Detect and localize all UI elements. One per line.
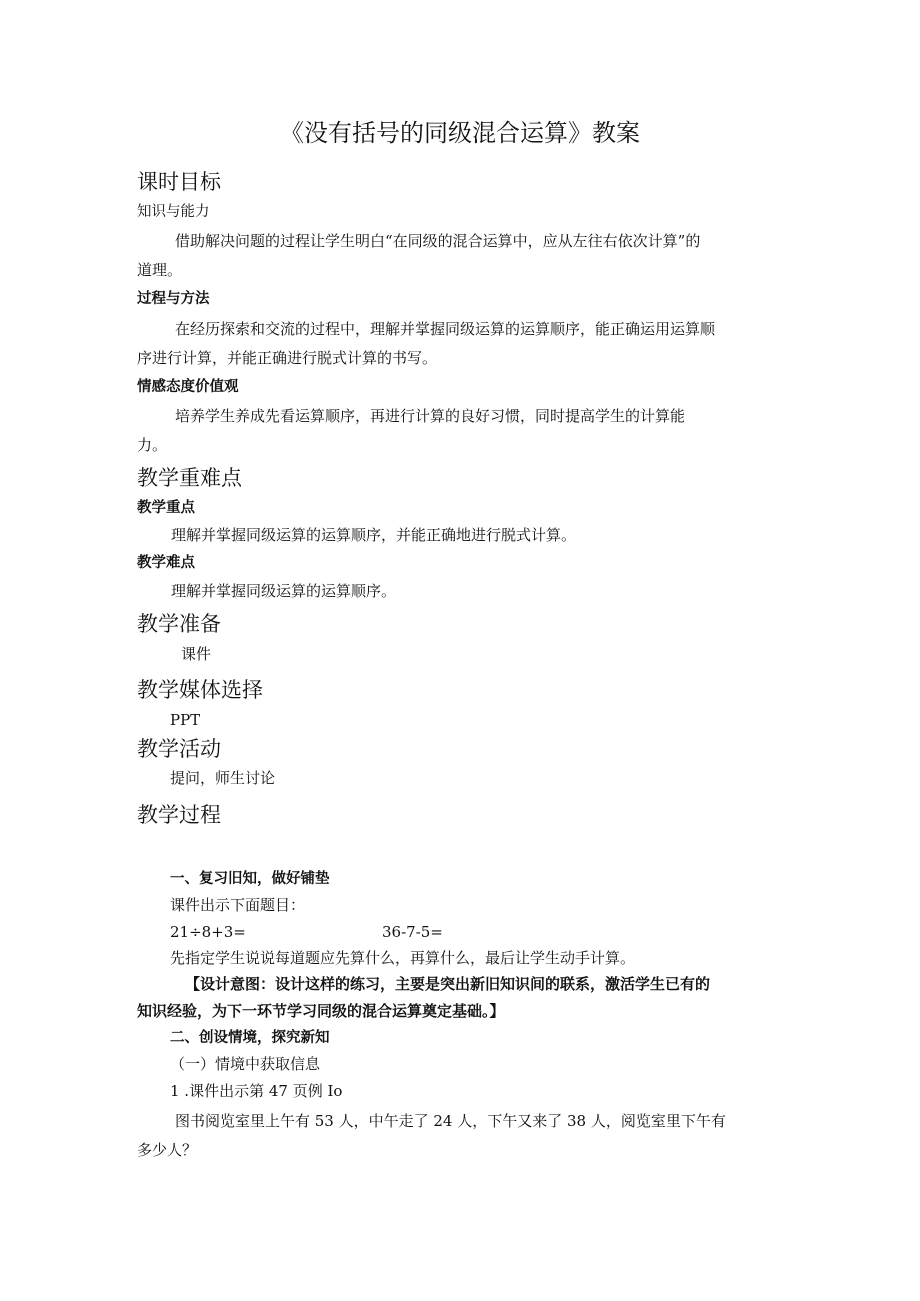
- document-title: 《没有括号的同级混合运算》教案: [280, 119, 640, 147]
- paragraph-activities: 提问，师生讨论: [170, 769, 276, 787]
- paragraph-instruction: 先指定学生说说每道题应先算什么，再算什么，最后让学生动手计算。: [170, 949, 636, 967]
- paragraph-attitude-line2: 力。: [137, 436, 168, 454]
- subheading-attitude: 情感态度价值观: [137, 379, 239, 395]
- subheading-key-point: 教学重点: [137, 500, 195, 516]
- heading-media: 教学媒体选择: [137, 678, 263, 702]
- design-intent-line2: 知识经验，为下一环节学习同级的混合运算奠定基础。】: [137, 1002, 505, 1020]
- expression-2: 36-7-5=: [382, 923, 443, 941]
- subheading-knowledge: 知识与能力: [137, 204, 210, 220]
- heading-lesson-goals: 课时目标: [137, 170, 221, 194]
- heading-preparation: 教学准备: [137, 612, 221, 636]
- problem-line2: 多少人？: [137, 1141, 198, 1159]
- subheading-process: 过程与方法: [137, 291, 210, 307]
- design-intent-line1: 【设计意图：设计这样的练习，主要是突出新旧知识间的联系，激活学生已有的: [185, 975, 711, 993]
- paragraph-process-line1: 在经历探索和交流的过程中，理解并掌握同级运算的运算顺序，能正确运用运算顺: [175, 320, 716, 338]
- problem-line1: 图书阅览室里上午有 53 人，中午走了 24 人，下午又来了 38 人，阅览室里下午有: [175, 1112, 726, 1130]
- heading-key-points: 教学重难点: [137, 466, 242, 490]
- heading-process: 教学过程: [137, 803, 221, 827]
- subheading-review: 一、复习旧知，做好铺垫: [170, 871, 330, 887]
- heading-activities: 教学活动: [137, 737, 221, 761]
- paragraph-knowledge-line2: 道理。: [137, 261, 183, 279]
- paragraph-difficulty: 理解并掌握同级运算的运算顺序。: [171, 582, 397, 600]
- expression-1: 21÷8+3=: [170, 923, 246, 941]
- paragraph-preparation: 课件: [181, 645, 212, 663]
- paragraph-intro: 课件出示下面题目：: [170, 896, 306, 914]
- subheading-difficulty: 教学难点: [137, 555, 195, 571]
- subheading-new-knowledge: 二、创设情境，探究新知: [170, 1030, 330, 1046]
- subheading-situation: （一）情境中获取信息: [170, 1055, 321, 1073]
- paragraph-key-point: 理解并掌握同级运算的运算顺序，并能正确地进行脱式计算。: [171, 526, 577, 544]
- paragraph-attitude-line1: 培养学生养成先看运算顺序，再进行计算的良好习惯，同时提高学生的计算能: [175, 407, 686, 425]
- paragraph-knowledge-line1: 借助解决问题的过程让学生明白“在同级的混合运算中，应从左往右依次计算”的: [175, 232, 701, 250]
- list-item-1: 1 .课件出示第 47 页例 Io: [170, 1082, 343, 1100]
- paragraph-media: PPT: [170, 711, 201, 729]
- paragraph-process-line2: 序进行计算，并能正确进行脱式计算的书写。: [137, 349, 438, 367]
